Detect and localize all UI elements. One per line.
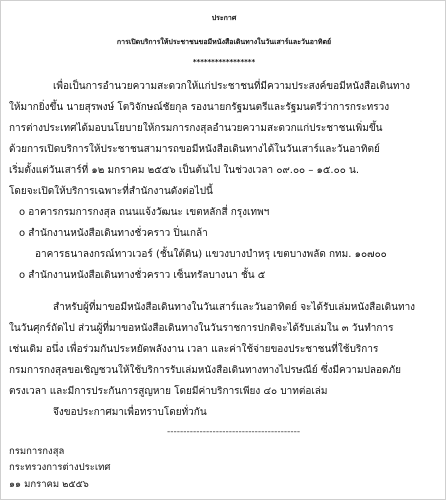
para2-line: กรมการกงสุลขอเชิญชวนให้ใช้บริการรับเล่มหนังสือเดินทางทางไปรษณีย์ ซึ่งมีความปลอดภัย (9, 365, 401, 376)
para1-line: การต่างประเทศได้มอบนโยบายให้กรมการกงสุลอำนวยความสะดวกแก่ประชาชนเพิ่มขึ้น (9, 123, 383, 134)
para1-line: โดยจะเปิดให้บริการเฉพาะที่สำนักงานดังต่อไปนี้ (9, 186, 213, 197)
para1-line: เพื่อเป็นการอำนวยความสะดวกให้แก่ประชาชนที่มีความประสงค์ขอมีหนังสือเดินทาง (53, 81, 410, 92)
footer-ministry: กระทรวงการต่างประเทศ (9, 462, 111, 473)
announcement-heading: ประกาศ (211, 14, 237, 22)
office-address: อาคารธนาลงกรณ์ทาวเวอร์ (ชั้นใต้ดิน) แขวงบางบำหรุ เขตบางพลัด กทม. ๑๐๗๐๐ (35, 249, 387, 260)
stars-divider: ***************** (192, 58, 256, 66)
footer-date: ๑๑ มกราคม ๒๕๕๖ (9, 479, 89, 490)
para2-line: สำหรับผู้ที่มาขอมีหนังสือเดินทางในวันเสาร์และวันอาทิตย์ จะได้รับเล่มหนังสือเดินทาง (53, 302, 416, 313)
office-item: o สำนักงานหนังสือเดินทางชั่วคราว เซ็นทรัลบางนา ชั้น ๕ (19, 270, 266, 281)
footer-department: กรมการกงสุล (9, 446, 65, 457)
office-item: o อาคารกรมการกงสุล ถนนแจ้งวัฒนะ เขตหลักสี่ กรุงเทพฯ (19, 207, 270, 218)
announcement-subject: การเปิดบริการให้ประชาชนขอมีหนังสือเดินทางในวันเสาร์และวันอาทิตย์ (116, 38, 332, 46)
para2-line: เช่นเดิม อนึ่ง เพื่อร่วมกันประหยัดพลังงาน เวลา และค่าใช้จ่ายของประชาชนที่ใช้บริการ (9, 344, 379, 355)
para1-line: ด้วยการเปิดบริการให้ประชาชนสามารถขอมีหนังสือเดินทางได้ในวันเสาร์และวันอาทิตย์ (9, 144, 380, 155)
para1-line: ให้มากยิ่งขึ้น นายสุรพงษ์ โตวิจักษณ์ชัยกุล รองนายกรัฐมนตรีและรัฐมนตรีว่าการกระทรวง (9, 102, 390, 113)
para1-line: เริ่มตั้งแต่วันเสาร์ที่ ๑๒ มกราคม ๒๕๕๖ เป็นต้นไป ในช่วงเวลา ๐๙.๐๐ – ๑๕.๐๐ น. (9, 165, 360, 176)
closing-line: จึงขอประกาศมาเพื่อทราบโดยทั่วกัน (53, 407, 207, 418)
para2-line: ตรงเวลา และมีการประกันการสูญหาย โดยมีค่าบริการเพียง ๔๐ บาทต่อเล่ม (9, 386, 328, 397)
office-item: o สำนักงานหนังสือเดินทางชั่วคราว ปิ่นเกล้า (19, 228, 208, 239)
separator-line: ----------------------------------------- (167, 427, 301, 437)
para2-line: ในวันศุกร์ถัดไป ส่วนผู้ที่มาขอหนังสือเดินทางในวันราชการปกติจะได้รับเล่มใน ๓ วันทำการ (9, 323, 394, 334)
